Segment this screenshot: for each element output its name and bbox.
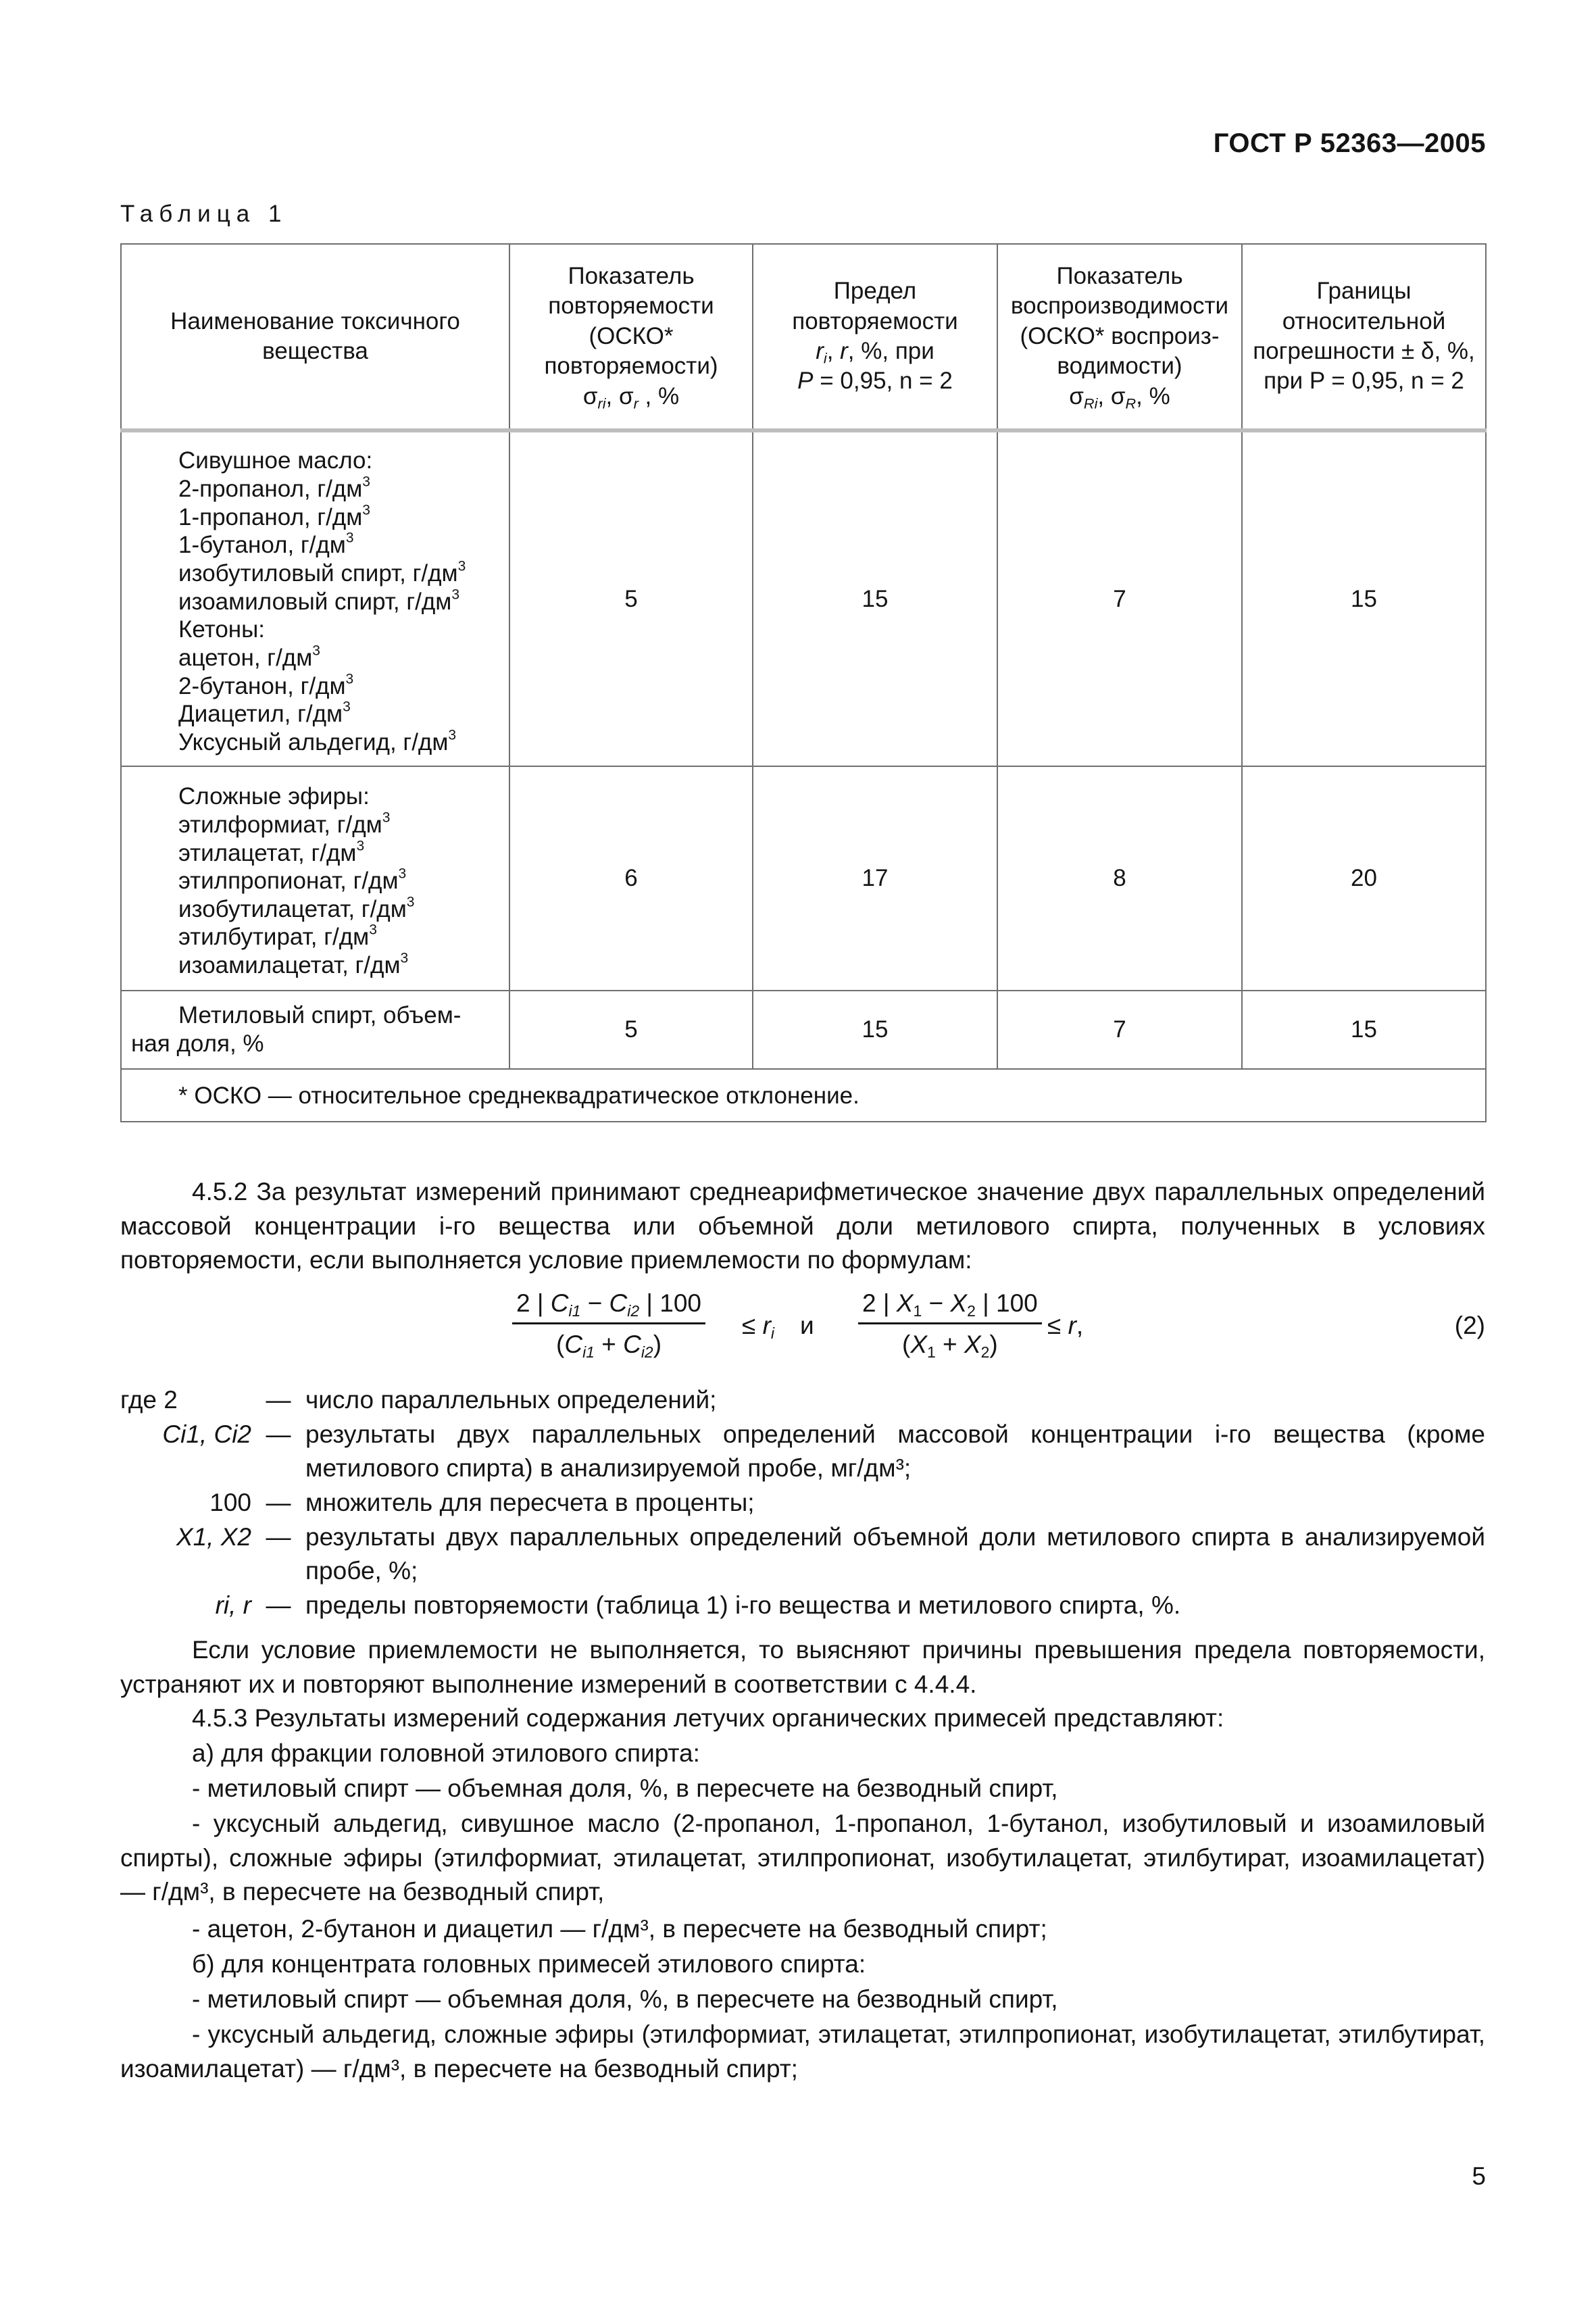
table-footnote: * ОСКО — относительное среднеквадратическое отклонение.	[121, 1069, 1486, 1122]
header-substance-name: Наименование токсичного вещества	[121, 244, 509, 430]
symbol-legend	[120, 1383, 1485, 1623]
formula-fraction-c: $\frac{2 | C_{i1} - C_{i2} | 100}{(C_{i1} + C_{i2})}$	[512, 1287, 705, 1361]
formula-number: (2)	[1454, 1312, 1485, 1339]
formula-2	[120, 1287, 1485, 1375]
formula-leq-r: ≤ r,	[1047, 1312, 1084, 1339]
table-cell: 15	[753, 991, 997, 1069]
table-row	[121, 766, 1486, 991]
legend-row: Ci1, Ci2 — результаты двух параллельных определений массовой концентрации i-го вещества (кроме метилового спирта) в анализируемой пробе, мг/дм³;	[162, 1420, 1485, 1483]
list-item-a1: - метиловый спирт — объемная доля, %, в пересчете на безводный спирт,	[192, 1774, 1058, 1802]
table-cell: 7	[997, 991, 1242, 1069]
table-cell: 15	[1242, 430, 1486, 766]
substance-list-fusel: Сивушное масло: 2-пропанол, $г/дм^3$ 1-пропанол, $г/дм^3$ 1-бутанол, $г/дм^3$ изобутиловый спирт, $г/дм^3$ изоамиловый спирт, $г/дм^3$ Кетоны: ацетон, $г/дм^3$ 2-бутанон, $г/дм^3$ Диацетил, $г/дм^3$ Уксусный альдегид, $г/дм^3$	[121, 430, 509, 766]
list-item-b: б) для концентрата головных примесей этилового спирта:	[192, 1950, 866, 1978]
substance-methanol: Метиловый спирт, объем- ная доля, %	[121, 991, 509, 1069]
table-cell: 20	[1242, 766, 1486, 991]
paragraph-4-5-3: 4.5.3 Результаты измерений содержания летучих органических примесей представляют:	[192, 1704, 1224, 1732]
table-cell: 15	[1242, 991, 1486, 1069]
paragraph-if-not: Если условие приемлемости не выполняется, то выясняют причины превышения предела повторяемости, устраняют их и повторяют выполнение измерений в соответствии с 4.4.4.	[120, 1636, 1485, 1698]
table-cell: 8	[997, 766, 1242, 991]
legend-row: ri, r — пределы повторяемости (таблица 1) i-го вещества и метилового спирта, %.	[215, 1591, 1181, 1620]
table-cell: 15	[753, 430, 997, 766]
header-error-bounds: Границы относительной погрешности ± δ, %, при P = 0,95, n = 2	[1242, 244, 1486, 430]
table-caption: Таблица 1	[120, 201, 288, 227]
list-item-a2: - уксусный альдегид, сивушное масло (2-пропанол, 1-пропанол, 1-бутанол, изобутиловый и изоамиловый спирты), сложные эфиры (этилформиат, этилацетат, этилпропионат, изобутилацетат, этилбутират, изоамилацетат) — г/дм³, в пересчете на безводный спирт,	[120, 1810, 1485, 1906]
table-header-row	[121, 244, 1486, 430]
legend-row: 100 — множитель для пересчета в проценты;	[209, 1489, 755, 1517]
table-1	[120, 243, 1487, 1122]
paragraph-4-5-2: 4.5.2 За результат измерений принимают среднеарифметическое значение двух параллельных определений массовой концентрации i-го вещества или объемной доли метилового спирта, полученных в условиях повторяемости, если выполняется условие приемлемости по формулам:	[120, 1178, 1485, 1274]
legend-row: X1, X2 — результаты двух параллельных определений объемной доли метилового спирта в анализируемой пробе, %;	[176, 1522, 1485, 1585]
table-cell: 17	[753, 766, 997, 991]
formula-leq-ri: ≤ $r_i$	[742, 1312, 775, 1342]
list-item-a3: - ацетон, 2-бутанон и диацетил — г/дм³, в пересчете на безводный спирт;	[192, 1915, 1047, 1943]
legend-row: где 2 — число параллельных определений;	[120, 1386, 717, 1414]
document-code: ГОСТ Р 52363—2005	[1213, 128, 1486, 158]
list-item-b2: - уксусный альдегид, сложные эфиры (этилформиат, этилацетат, этилпропионат, изобутилацетат, этилбутират, изоамилацетат) — г/дм³, в пересчете на безводный спирт;	[120, 2020, 1485, 2083]
table-footnote-row	[121, 1069, 1486, 1122]
list-item-a: а) для фракции головной этилового спирта:	[192, 1739, 700, 1767]
page-number: 5	[1472, 2162, 1486, 2190]
substance-list-esters: Сложные эфиры: этилформиат, $г/дм^3$ этилацетат, $г/дм^3$ этилпропионат, $г/дм^3$ изобутилацетат, $г/дм^3$ этилбутират, $г/дм^3$ изоамилацетат, $г/дм^3$	[121, 766, 509, 991]
table-row	[121, 430, 1486, 766]
header-repeatability-limit: Предел повторяемости $r_i$, r, %, при P = 0,95, n = 2	[753, 244, 997, 430]
header-reproducibility-index: Показатель воспроизводимости (ОСКО* воспроиз- водимости) $\sigma_{Ri}$, $\sigma_R$, %	[997, 244, 1242, 430]
table-row	[121, 991, 1486, 1069]
header-repeatability-index: Показатель повторяемости (ОСКО* повторяемости) $\sigma_{ri}$, $\sigma_r$ , %	[509, 244, 753, 430]
table-cell: 5	[509, 430, 753, 766]
formula-fraction-x: $\frac{2 | X_1 - X_2 | 100}{(X_1 + X_2)}$	[858, 1287, 1042, 1361]
table-cell: 7	[997, 430, 1242, 766]
table-cell: 6	[509, 766, 753, 991]
table-cell: 5	[509, 991, 753, 1069]
list-item-b1: - метиловый спирт — объемная доля, %, в пересчете на безводный спирт,	[192, 1985, 1058, 2013]
formula-and: и	[800, 1312, 814, 1339]
